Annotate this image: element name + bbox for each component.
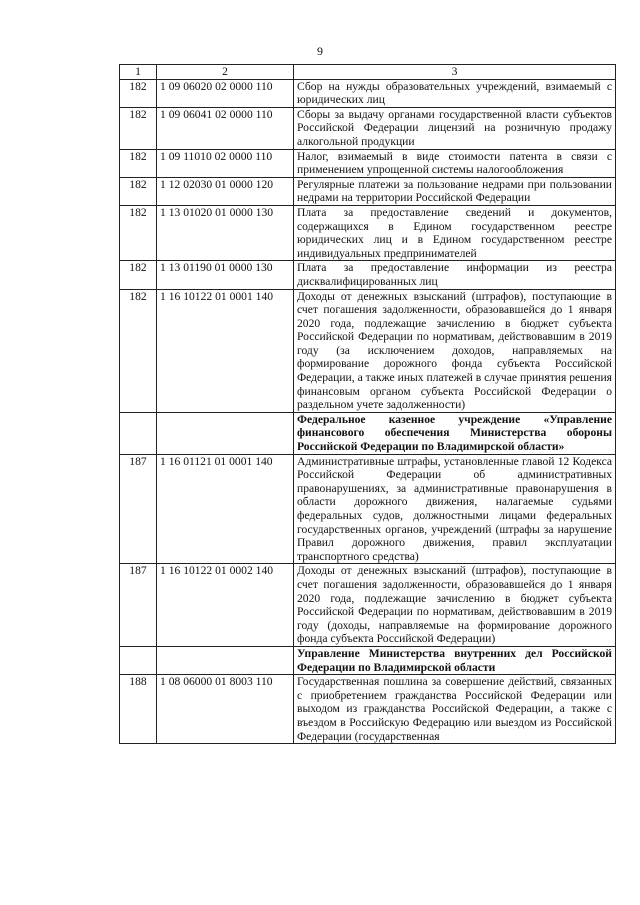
admin-code-cell: 182 [120,107,157,149]
table-row [120,205,616,260]
budget-class-code-cell: 1 09 06020 02 0000 110 [157,79,294,107]
table-row [120,564,616,647]
admin-code-cell: 182 [120,261,157,289]
revenue-name-cell: Административные штрафы, установленные главой 12 Кодекса Российской Федерации об административных правонарушениях, за административные правонарушения в области дорожного движения, налагаемые судьями федеральных судов, должностными лицами федеральных государственных органов, учреждений (штрафы за нарушение Правил дорожного движения, правил эксплуатации транспортного средства) [294,454,616,564]
budget-class-code-cell: 1 13 01020 01 0000 130 [157,205,294,260]
budget-class-code-cell: 1 16 10122 01 0002 140 [157,564,294,647]
revenue-name-cell: Управление Министерства внутренних дел Российской Федерации по Владимирской области [294,646,616,674]
admin-code-cell [120,412,157,454]
budget-class-code-cell: 1 09 06041 02 0000 110 [157,107,294,149]
revenue-name-cell: Плата за предоставление сведений и документов, содержащихся в Едином государственном реестре юридических лиц и в Едином государственном реестре индивидуальных предпринимателей [294,205,616,260]
admin-code-cell: 182 [120,149,157,177]
budget-class-code-cell: 1 12 02030 01 0000 120 [157,177,294,205]
budget-class-code-cell [157,646,294,674]
table-row [120,675,616,744]
admin-code-cell: 182 [120,79,157,107]
admin-code-cell: 182 [120,205,157,260]
admin-code-cell: 187 [120,454,157,564]
revenue-codes-table [119,64,616,744]
table-row [120,177,616,205]
budget-class-code-cell [157,412,294,454]
column-header: 2 [157,65,294,80]
admin-code-cell [120,646,157,674]
table-header-row [120,65,616,80]
section-header-row [120,412,616,454]
revenue-name-cell: Регулярные платежи за пользование недрами при пользовании недрами на территории Российской Федерации [294,177,616,205]
revenue-name-cell: Сборы за выдачу органами государственной власти субъектов Российской Федерации лицензий на розничную продажу алкогольной продукции [294,107,616,149]
section-header-row [120,646,616,674]
revenue-name-cell: Государственная пошлина за совершение действий, связанных с приобретением гражданства Российской Федерации или выходом из гражданства Российской Федерации, а также с въездом в Российскую Федерацию или выездом из Российской Федерации (государственная [294,675,616,744]
column-header: 1 [120,65,157,80]
table-row [120,149,616,177]
budget-class-code-cell: 1 08 06000 01 8003 110 [157,675,294,744]
revenue-name-cell: Сбор на нужды образовательных учреждений, взимаемый с юридических лиц [294,79,616,107]
revenue-name-cell: Федеральное казенное учреждение «Управление финансового обеспечения Министерства обороны Российской Федерации по Владимирской области» [294,412,616,454]
admin-code-cell: 188 [120,675,157,744]
admin-code-cell: 187 [120,564,157,647]
table-row [120,261,616,289]
admin-code-cell: 182 [120,289,157,412]
budget-class-code-cell: 1 09 11010 02 0000 110 [157,149,294,177]
table-row [120,454,616,564]
column-header: 3 [294,65,616,80]
page-number: 9 [317,44,323,58]
budget-class-code-cell: 1 16 01121 01 0001 140 [157,454,294,564]
table-row [120,79,616,107]
budget-class-code-cell: 1 16 10122 01 0001 140 [157,289,294,412]
admin-code-cell: 182 [120,177,157,205]
table-row [120,107,616,149]
revenue-name-cell: Плата за предоставление информации из реестра дисквалифицированных лиц [294,261,616,289]
revenue-name-cell: Налог, взимаемый в виде стоимости патента в связи с применением упрощенной системы налогообложения [294,149,616,177]
budget-class-code-cell: 1 13 01190 01 0000 130 [157,261,294,289]
revenue-name-cell: Доходы от денежных взысканий (штрафов), поступающие в счет погашения задолженности, образовавшейся до 1 января 2020 года, подлежащие зачислению в бюджет субъекта Российской Федерации по нормативам, действовавшим в 2019 году (за исключением доходов, направляемых на формирование дорожного фонда субъекта Российской Федерации, а также иных платежей в случае принятия решения финансовым органом субъекта Российской Федерации о раздельном учете задолженности) [294,289,616,412]
table-row [120,289,616,412]
revenue-name-cell: Доходы от денежных взысканий (штрафов), поступающие в счет погашения задолженности, образовавшейся до 1 января 2020 года, подлежащие зачислению в бюджет субъекта Российской Федерации по нормативам, действовавшим в 2019 году (доходы, направляемые на формирование дорожного фонда субъекта Российской Федерации) [294,564,616,647]
